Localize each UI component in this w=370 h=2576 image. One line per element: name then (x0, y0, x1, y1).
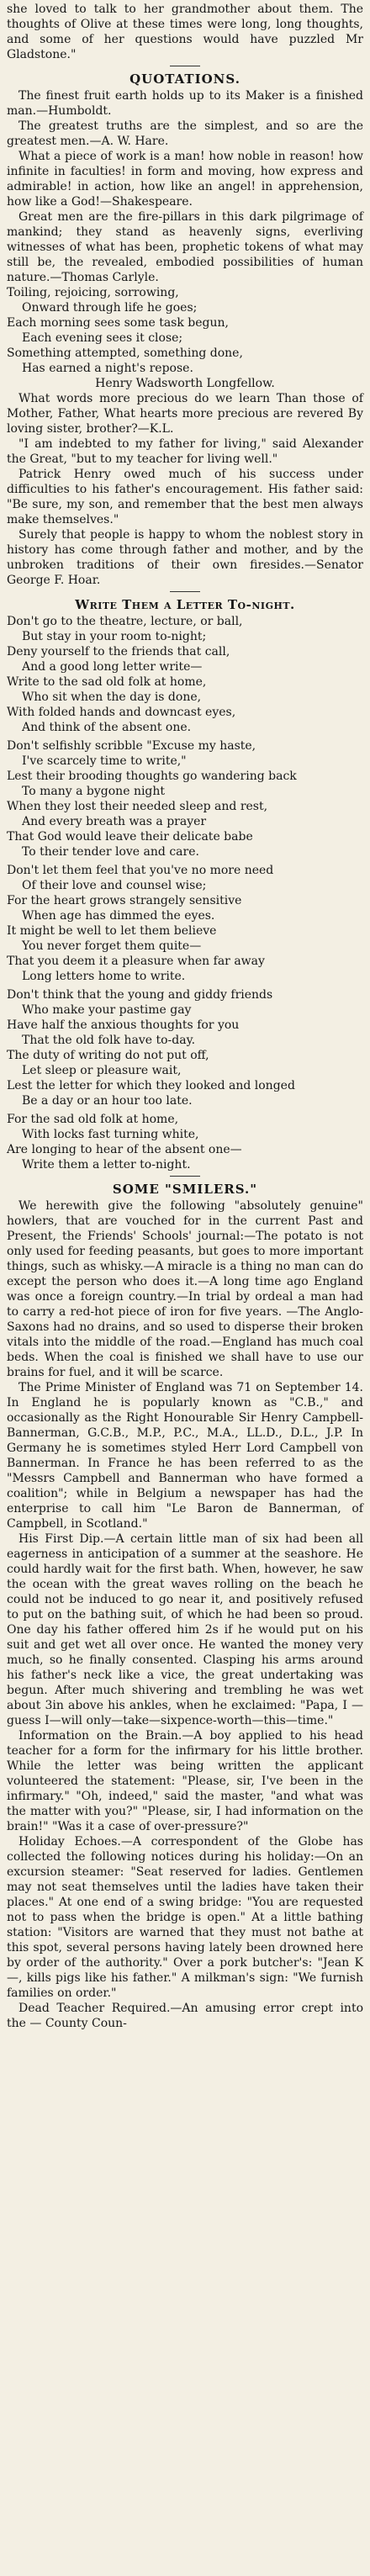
quotation-item: Surely that people is happy to whom the noblest story in history has come through father and mother, and by the unbroken traditions of their own firesides.—Senator George F. Hoar. (7, 528, 363, 587)
poem-line: Lest their brooding thoughts go wandering back (7, 770, 297, 783)
poem-line: Each evening sees it close; (22, 331, 183, 345)
poem-line: Who sit when the day is done, (22, 690, 202, 704)
poem-line: Long letters home to write. (22, 970, 186, 983)
poem-line: Don't go to the theatre, lecture, or ball, (7, 615, 243, 628)
poem-line: When they lost their needed sleep and rest, (7, 800, 268, 813)
poem-line: Who make your pastime gay (22, 1003, 192, 1017)
quotation-item: What words more precious do we learn Than those of Mother, Father, What hearts more precious are revered By loving sister, brother?—K.L. (7, 392, 363, 436)
poem-line: Each morning sees some task begun, (7, 316, 229, 330)
poem-attribution: Henry Wadsworth Longfellow. (95, 377, 275, 390)
smilers-heading: SOME "SMILERS." (112, 1182, 258, 1197)
quotation-item: The greatest truths are the simplest, and so are the greatest men.—A. W. Hare. (7, 119, 363, 148)
letter-poem (7, 614, 363, 1172)
smilers-paragraph: Dead Teacher Required.—An amusing error crept into the — County Coun- (7, 2002, 363, 2030)
poem-line: To many a bygone night (22, 785, 166, 798)
poem-line: To their tender love and care. (22, 845, 199, 859)
poem-line: Lest the letter for which they looked and longed (7, 1079, 295, 1092)
quotation-item: Patrick Henry owed much of his success under difficulties to his father's encouragement. His father said: "Be sure, my son, and remember that the best men always make themselves." (7, 468, 363, 526)
quotation-item: The finest fruit earth holds up to its Maker is a finished man.—Humboldt. (7, 89, 363, 118)
poem-line: Don't think that the young and giddy friends (7, 988, 273, 1002)
smilers-paragraph: His First Dip.—A certain little man of six had been all eagerness in anticipation of a summer at the seashore. He could hardly wait for the first bath. When, however, he saw the ocean with the great waves rolling on the beach he could not be induced to go near it, and positively refused to put on the bathing suit, of which he had been so proud. One day his father offered him 2s if he would put on his suit and get wet all over once. He wanted the money very much, so he finally consented. Clasping his arms around his father's neck like a vice, the great undertaking was begun. After much shivering and trembling he was wet about 3in above his ankles, when he exclaimed: "Papa, I —guess I—will only—take—sixpence-worth—this—time." (7, 1532, 363, 1727)
poem-line: And think of the absent one. (22, 721, 192, 734)
poem-line: Be a day or an hour too late. (22, 1094, 193, 1108)
poem-line: That God would leave their delicate babe (7, 830, 253, 844)
poem-line: For the heart grows strangely sensitive (7, 894, 242, 907)
poem-line: Of their love and counsel wise; (22, 879, 207, 892)
top-paragraph: she loved to talk to her grandmother about them. The thoughts of Olive at these times were long, long thoughts, and some of her questions would have puzzled Mr Gladstone." (7, 3, 363, 61)
smilers-paragraph: Holiday Echoes.—A correspondent of the Globe has collected the following notices during his holiday:—On an excursion steamer: "Seat reserved for ladies. Gentlemen may not seat themselves until the ladies have taken their places." At one end of a swing bridge: "You are requested not to pass when the bridge is open." At a little bathing station: "Visitors are warned that they must not bathe at this spot, several persons having lately been drowned here by order of the authority." Over a pork butcher's: "Jean K—, kills pigs like his father." A milkman's sign: "We furnish families on order." (7, 1835, 363, 2000)
poem-line: Let sleep or pleasure wait, (22, 1064, 182, 1077)
poem-line: For the sad old folk at home, (7, 1113, 179, 1126)
poem-line: Toiling, rejoicing, sorrowing, (7, 286, 179, 299)
poem-line: With folded hands and downcast eyes, (7, 706, 236, 719)
poem-line: Are longing to hear of the absent one— (7, 1143, 242, 1156)
divider (170, 1176, 200, 1177)
poem-line: Have half the anxious thoughts for you (7, 1018, 240, 1032)
quotations-heading: QUOTATIONS. (130, 71, 240, 87)
quotation-item: What a piece of work is a man! how noble in reason! how infinite in faculties! in form and moving, how express and admirable! in action, how like an angel! in apprehension, how like a God!—Shakespeare. (7, 150, 363, 209)
divider (170, 591, 200, 592)
smilers-paragraph: The Prime Minister of England was 71 on September 14. In England he is popularly known as "C.B.," and occasionally as the Right Honourable Sir Henry Campbell-Bannerman, G.C.B., M.P., P.C., M.A., LL.D., D.L., J.P. In Germany he is sometimes styled Herr Lord Campbell von Bannerman. In France he has been referred to as the "Messrs Campbell and Bannerman who have formed a coalition"; while in Belgium a newspaper has had the enterprise to call him "Le Baron de Bannerman, of Campbell, in Scotland." (7, 1381, 363, 1531)
poem-line: Don't let them feel that you've no more need (7, 864, 274, 877)
poem-line: Don't selfishly scribble "Excuse my haste, (7, 739, 256, 753)
smilers-paragraph: Information on the Brain.—A boy applied to his head teacher for a form for the infirmary for his little brother. While the letter was being written the applicant volunteered the statement: "Please, sir, I've been in the infirmary." "Oh, indeed," said the master, "and what was the matter with you?" "Please, sir, I had information on the brain!" "Was it a case of over-pressure?" (7, 1729, 363, 1833)
poem-line: That the old folk have to-day. (22, 1034, 196, 1047)
poem-line: It might be well to let them believe (7, 924, 217, 938)
poem-line: But stay in your room to-night; (22, 630, 207, 643)
poem-line: Something attempted, something done, (7, 346, 243, 360)
poem-line: Has earned a night's repose. (22, 362, 193, 375)
poem-line: And a good long letter write— (22, 660, 203, 674)
poem-line: Write them a letter to-night. (22, 1158, 191, 1172)
poem-line: With locks fast turning white, (22, 1128, 199, 1141)
poem-line: That you deem it a pleasure when far away (7, 955, 265, 968)
quotation-item: Great men are the fire-pillars in this dark pilgrimage of mankind; they stand as heavenly signs, everliving witnesses of what has been, prophetic tokens of what may still be, the revealed, embodied possibilities of human nature.—Thomas Carlyle. (7, 210, 363, 284)
poem-line: And every breath was a prayer (22, 815, 207, 828)
letter-heading: Write Them a Letter To-night. (75, 597, 295, 612)
poem-line: You never forget them quite— (22, 939, 202, 953)
poem-line: Onward through life he goes; (22, 301, 198, 315)
smilers-paragraph: We herewith give the following "absolutely genuine" howlers, that are vouched for in the current Past and Present, the Friends' Schools' journal:—The potato is not only used for feeding peasants, but goes to more important things, such as whisky.—A miracle is a thing no man can do except the person who does it.—A long time ago England was once a foreign country.—In trial by ordeal a man had to carry a red-hot piece of iron for five years. —The Anglo-Saxons had no drains, and so used to disperse their broken vitals into the middle of the road.—England has much coal beds. When the coal is finished we shall have to use our brains for fuel, and it will be scarce. (7, 1199, 363, 1379)
poem-line: I've scarcely time to write," (22, 754, 187, 768)
poem-line: Deny yourself to the friends that call, (7, 645, 230, 659)
poem-line: Write to the sad old folk at home, (7, 675, 207, 689)
poem-line: When age has dimmed the eyes. (22, 909, 215, 923)
poem-line: The duty of writing do not put off, (7, 1049, 209, 1062)
quotation-item: "I am indebted to my father for living," said Alexander the Great, "but to my teacher for living well." (7, 437, 363, 466)
longfellow-poem (7, 285, 363, 376)
newspaper-column (7, 0, 363, 2031)
